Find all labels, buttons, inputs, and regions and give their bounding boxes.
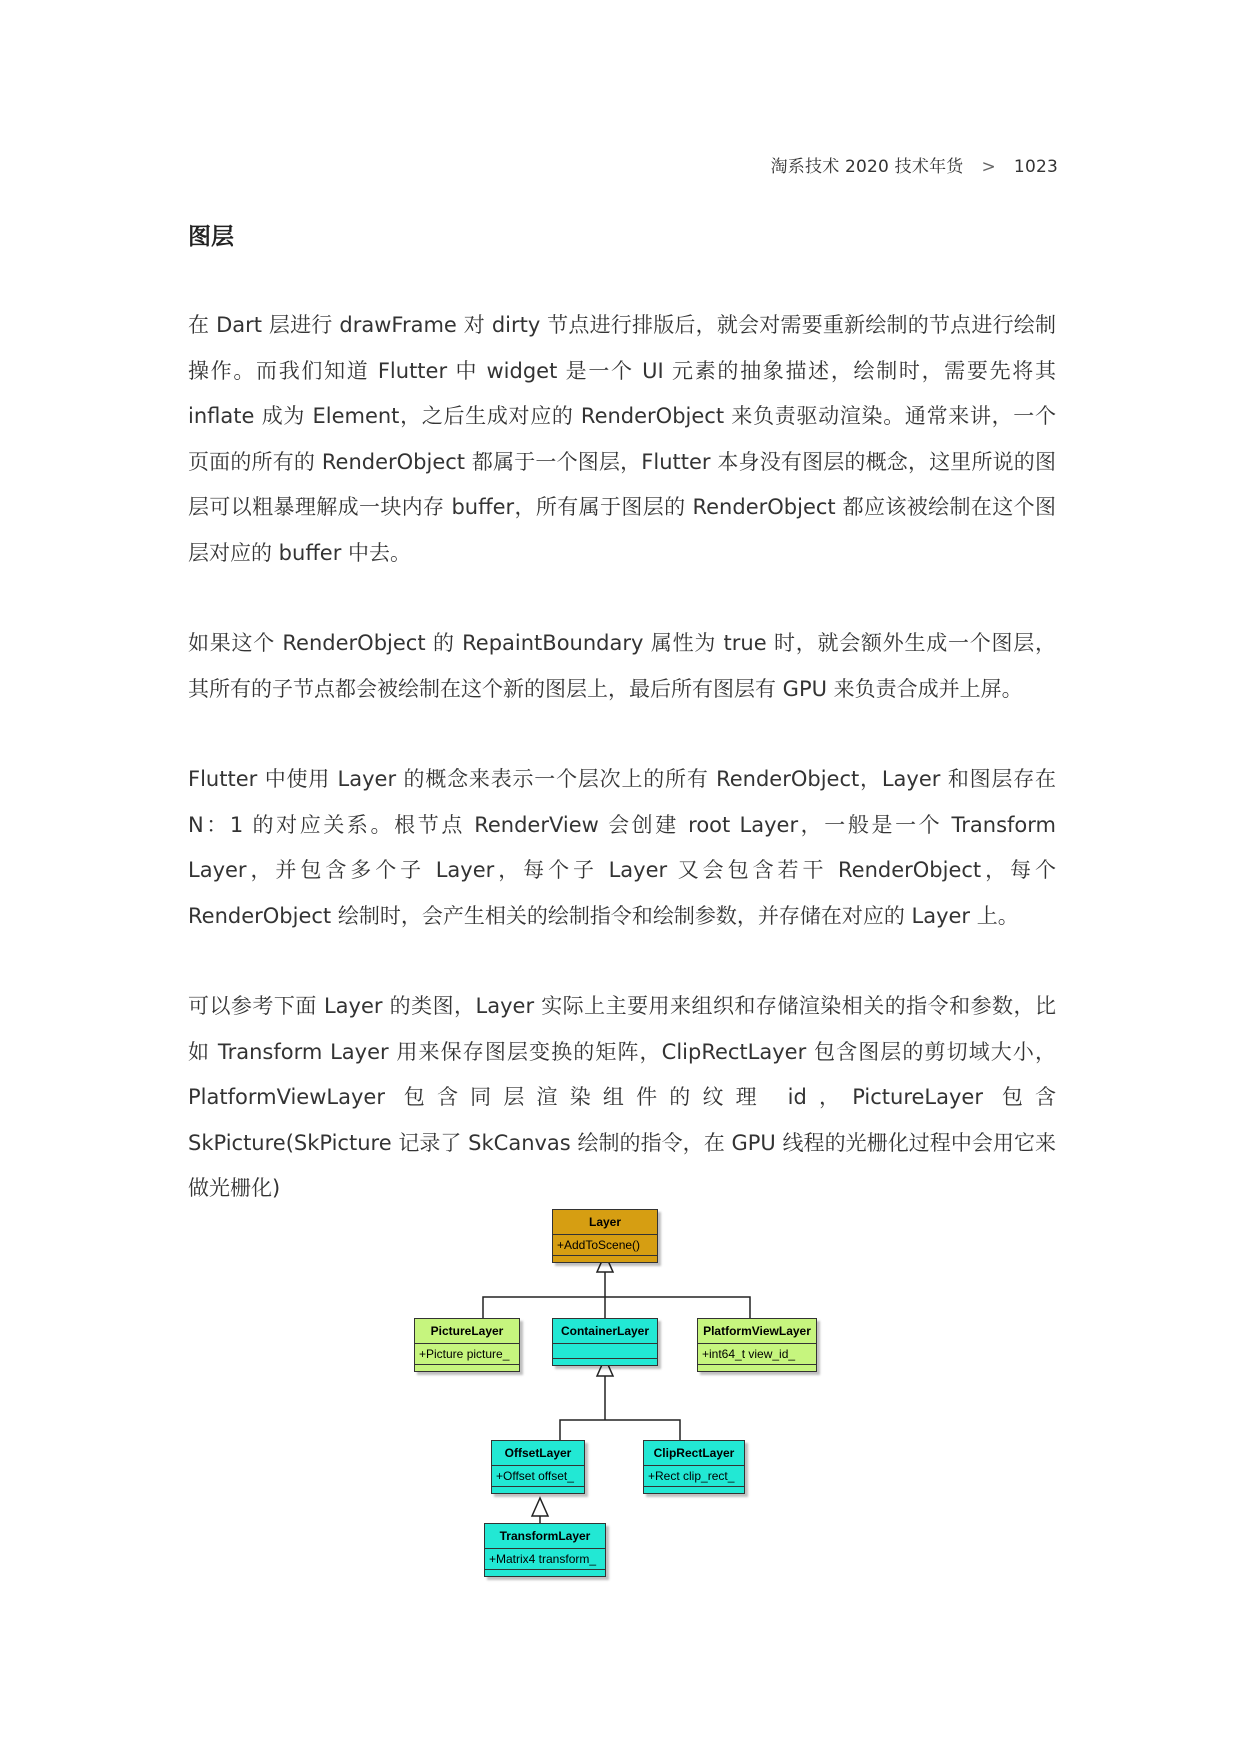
container-layer-class bbox=[552, 1318, 658, 1366]
paragraph-2: 如果这个 RenderObject 的 RepaintBoundary 属性为 true 时，就会额外生成一个图层，其所有的子节点都会被绘制在这个新的图层上，最后所有图层有 GPU 来负责合成并上屏。 bbox=[188, 631, 1056, 701]
class-member: +Picture picture_ bbox=[415, 1344, 519, 1365]
class-name: ContainerLayer bbox=[553, 1319, 657, 1344]
class-name: PictureLayer bbox=[415, 1319, 519, 1344]
class-member bbox=[553, 1344, 657, 1359]
paragraph-3: Flutter 中使用 Layer 的概念来表示一个层次上的所有 RenderObject，Layer 和图层存在 N：1 的对应关系。根节点 RenderView 会创建 root Layer，一般是一个 Transform Layer，并包含多个子 Layer，每个子 Layer 又会包含若干 RenderObject，每个 RenderObject 绘制时，会产生相关的绘制指令和绘制参数，并存储在对应的 Layer 上。 bbox=[188, 767, 1056, 928]
class-member: +AddToScene() bbox=[553, 1235, 657, 1256]
class-member: +Offset offset_ bbox=[492, 1466, 584, 1487]
transform-layer-class bbox=[484, 1523, 606, 1577]
page-number: 1023 bbox=[1013, 157, 1058, 177]
header-separator: > bbox=[981, 157, 996, 177]
picture-layer-class bbox=[414, 1318, 520, 1372]
class-name: TransformLayer bbox=[485, 1524, 605, 1549]
running-header bbox=[771, 152, 1058, 177]
layer-class bbox=[552, 1209, 658, 1263]
section-title: 图层 bbox=[188, 224, 234, 250]
paragraph-4: 可以参考下面 Layer 的类图，Layer 实际上主要用来组织和存储渲染相关的指令和参数，比如 Transform Layer 用来保存图层变换的矩阵，ClipRectLayer 包含图层的剪切域大小，PlatformViewLayer 包含同层渲染组件的纹理 id，PictureLayer 包含 SkPicture(SkPicture 记录了 SkCanvas 绘制的指令，在 GPU 线程的光栅化过程中会用它来做光栅化) bbox=[188, 994, 1056, 1200]
class-name: Layer bbox=[553, 1210, 657, 1235]
offset-layer-class bbox=[491, 1440, 585, 1494]
class-member: +Rect clip_rect_ bbox=[644, 1466, 744, 1487]
clip-rect-layer-class bbox=[643, 1440, 745, 1494]
class-member: +int64_t view_id_ bbox=[698, 1344, 816, 1365]
class-name: ClipRectLayer bbox=[644, 1441, 744, 1466]
class-name: OffsetLayer bbox=[492, 1441, 584, 1466]
class-member: +Matrix4 transform_ bbox=[485, 1549, 605, 1570]
paragraph-1: 在 Dart 层进行 drawFrame 对 dirty 节点进行排版后，就会对需要重新绘制的节点进行绘制操作。而我们知道 Flutter 中 widget 是一个 UI 元素的抽象描述，绘制时，需要先将其 inflate 成为 Element，之后生成对应的 RenderObject 来负责驱动渲染。通常来讲，一个页面的所有的 RenderObject 都属于一个图层，Flutter 本身没有图层的概念，这里所说的图层可以粗暴理解成一块内存 buffer，所有属于图层的 RenderObject 都应该被绘制在这个图层对应的 buffer 中去。 bbox=[188, 313, 1056, 565]
book-title: 淘系技术 2020 技术年货 bbox=[770, 157, 964, 177]
class-name: PlatformViewLayer bbox=[698, 1319, 816, 1344]
platform-view-layer-class bbox=[697, 1318, 817, 1372]
